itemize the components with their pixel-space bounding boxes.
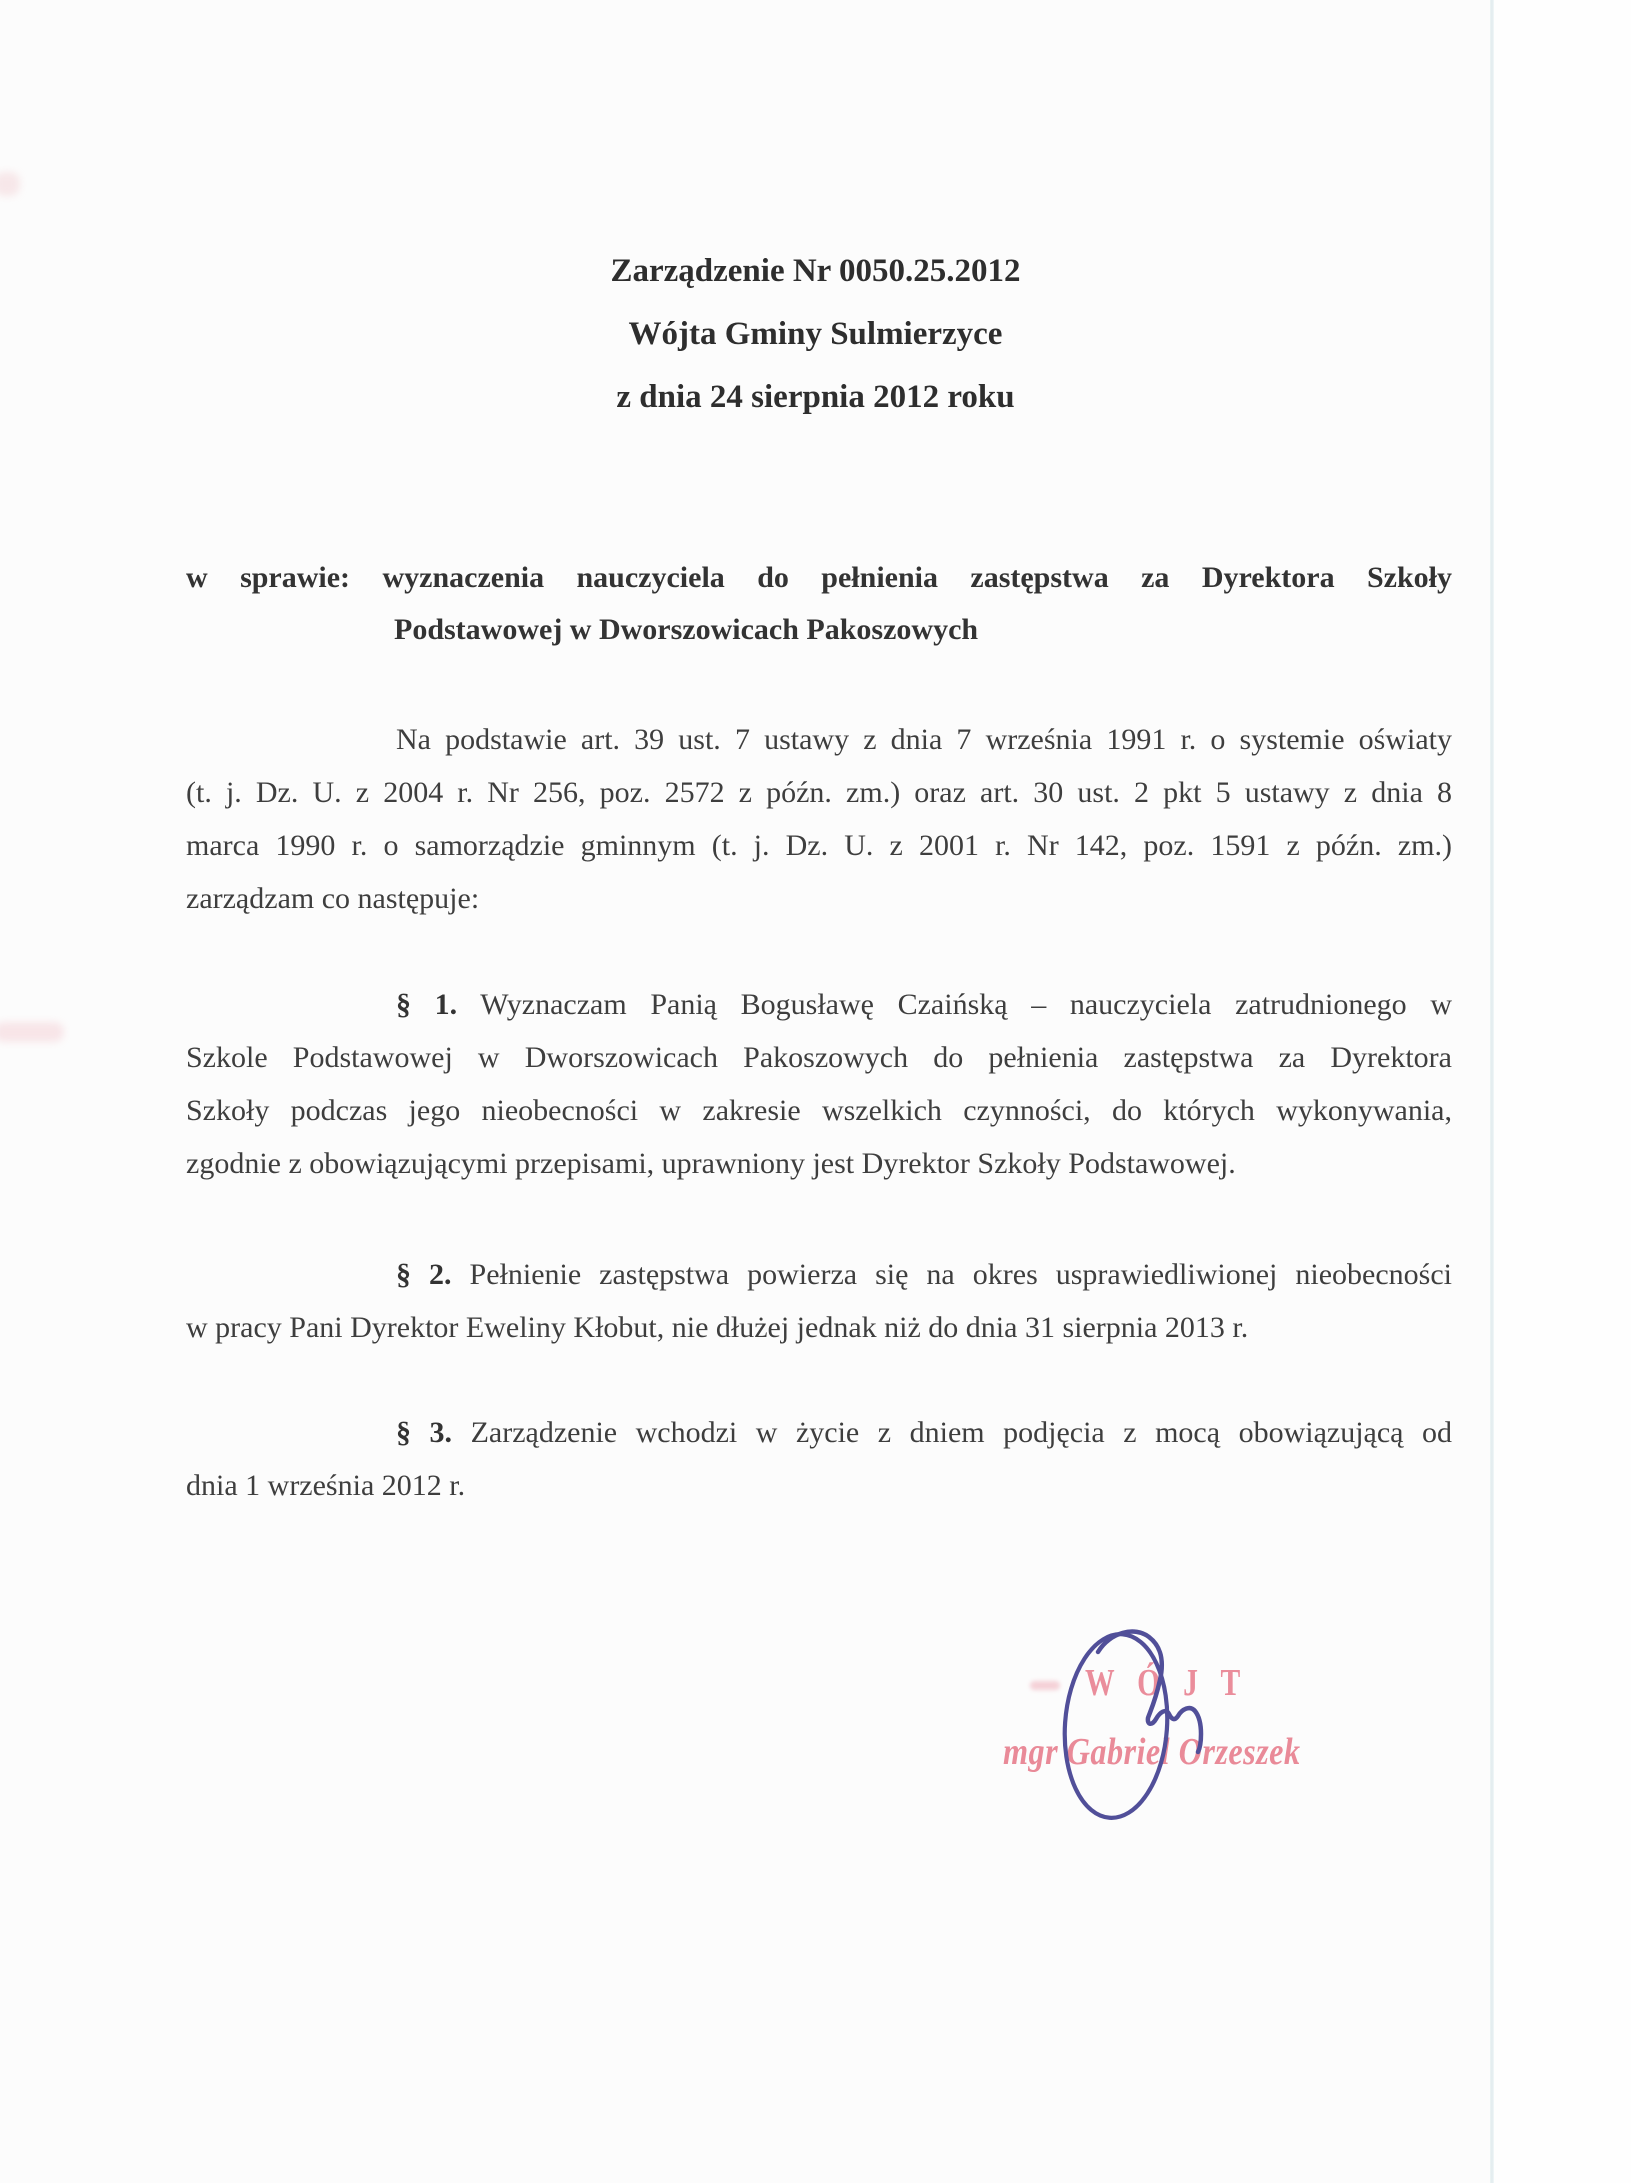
title-ordinance-number: Zarządzenie Nr 0050.25.2012 xyxy=(610,253,1021,289)
paragraph-2-text: Pełnienie zastępstwa powierza się na okres usprawiedliwionej nieobecności xyxy=(469,1258,1452,1291)
legal-basis-line-2: (t. j. Dz. U. z 2004 r. Nr 256, poz. 2572 z późn. zm.) oraz art. 30 ust. 2 pkt 5 ustawy z dnia 8 xyxy=(186,776,1452,809)
mayor-stamp-name: mgr Gabriel Orzeszek xyxy=(1003,1731,1301,1773)
subject-line-2: Podstawowej w Dworszowicach Pakoszowych xyxy=(394,613,979,646)
paragraph-1-line-1 xyxy=(186,978,1452,1031)
mayor-stamp-title: W Ó J T xyxy=(1085,1662,1249,1704)
scan-smudge xyxy=(0,172,20,196)
document-title xyxy=(0,240,1631,429)
handwritten-signature xyxy=(1040,1616,1240,1841)
legal-basis-paragraph xyxy=(186,713,1452,925)
paragraph-1-line-3: Szkoły podczas jego nieobecności w zakresie wszelkich czynności, do których wykonywania, xyxy=(186,1094,1452,1127)
legal-basis-line-4: zarządzam co następuje: xyxy=(186,882,480,915)
paragraph-1-marker: § 1. xyxy=(396,988,458,1021)
scan-smudge xyxy=(0,1022,64,1042)
subject-line-1: w sprawie: wyznaczenia nauczyciela do pełnienia zastępstwa za Dyrektora Szkoły xyxy=(186,561,1452,594)
legal-basis-line-1: Na podstawie art. 39 ust. 7 ustawy z dnia 7 września 1991 r. o systemie oświaty xyxy=(396,723,1452,756)
paragraph-1-line-4: zgodnie z obowiązującymi przepisami, uprawniony jest Dyrektor Szkoły Podstawowej. xyxy=(186,1147,1236,1180)
paragraph-2 xyxy=(186,1248,1452,1354)
legal-basis-line-3: marca 1990 r. o samorządzie gminnym (t. j. Dz. U. z 2001 r. Nr 142, poz. 1591 z późn. zm.) xyxy=(186,829,1452,862)
title-date: z dnia 24 sierpnia 2012 roku xyxy=(616,379,1015,415)
paragraph-1 xyxy=(186,978,1452,1190)
paragraph-3 xyxy=(186,1406,1452,1512)
subject-paragraph xyxy=(186,552,1452,656)
title-issuer: Wójta Gminy Sulmierzyce xyxy=(628,316,1003,352)
paragraph-3-line-1 xyxy=(186,1406,1452,1459)
paragraph-1-text: Wyznaczam Panią Bogusławę Czaińską – nauczyciela zatrudnionego w xyxy=(480,988,1452,1021)
paragraph-2-line-2: w pracy Pani Dyrektor Eweliny Kłobut, nie dłużej jednak niż do dnia 31 sierpnia 2013 r. xyxy=(186,1311,1249,1344)
paragraph-1-line-2: Szkole Podstawowej w Dworszowicach Pakoszowych do pełnienia zastępstwa za Dyrektora xyxy=(186,1041,1452,1074)
paragraph-2-line-1 xyxy=(186,1248,1452,1301)
paragraph-2-marker: § 2. xyxy=(396,1258,452,1291)
paragraph-3-marker: § 3. xyxy=(396,1416,453,1449)
paragraph-3-line-2: dnia 1 września 2012 r. xyxy=(186,1469,466,1502)
signature-loop xyxy=(1059,1631,1174,1822)
paragraph-3-text: Zarządzenie wchodzi w życie z dniem podjęcia z mocą obowiązującą od xyxy=(470,1416,1453,1449)
